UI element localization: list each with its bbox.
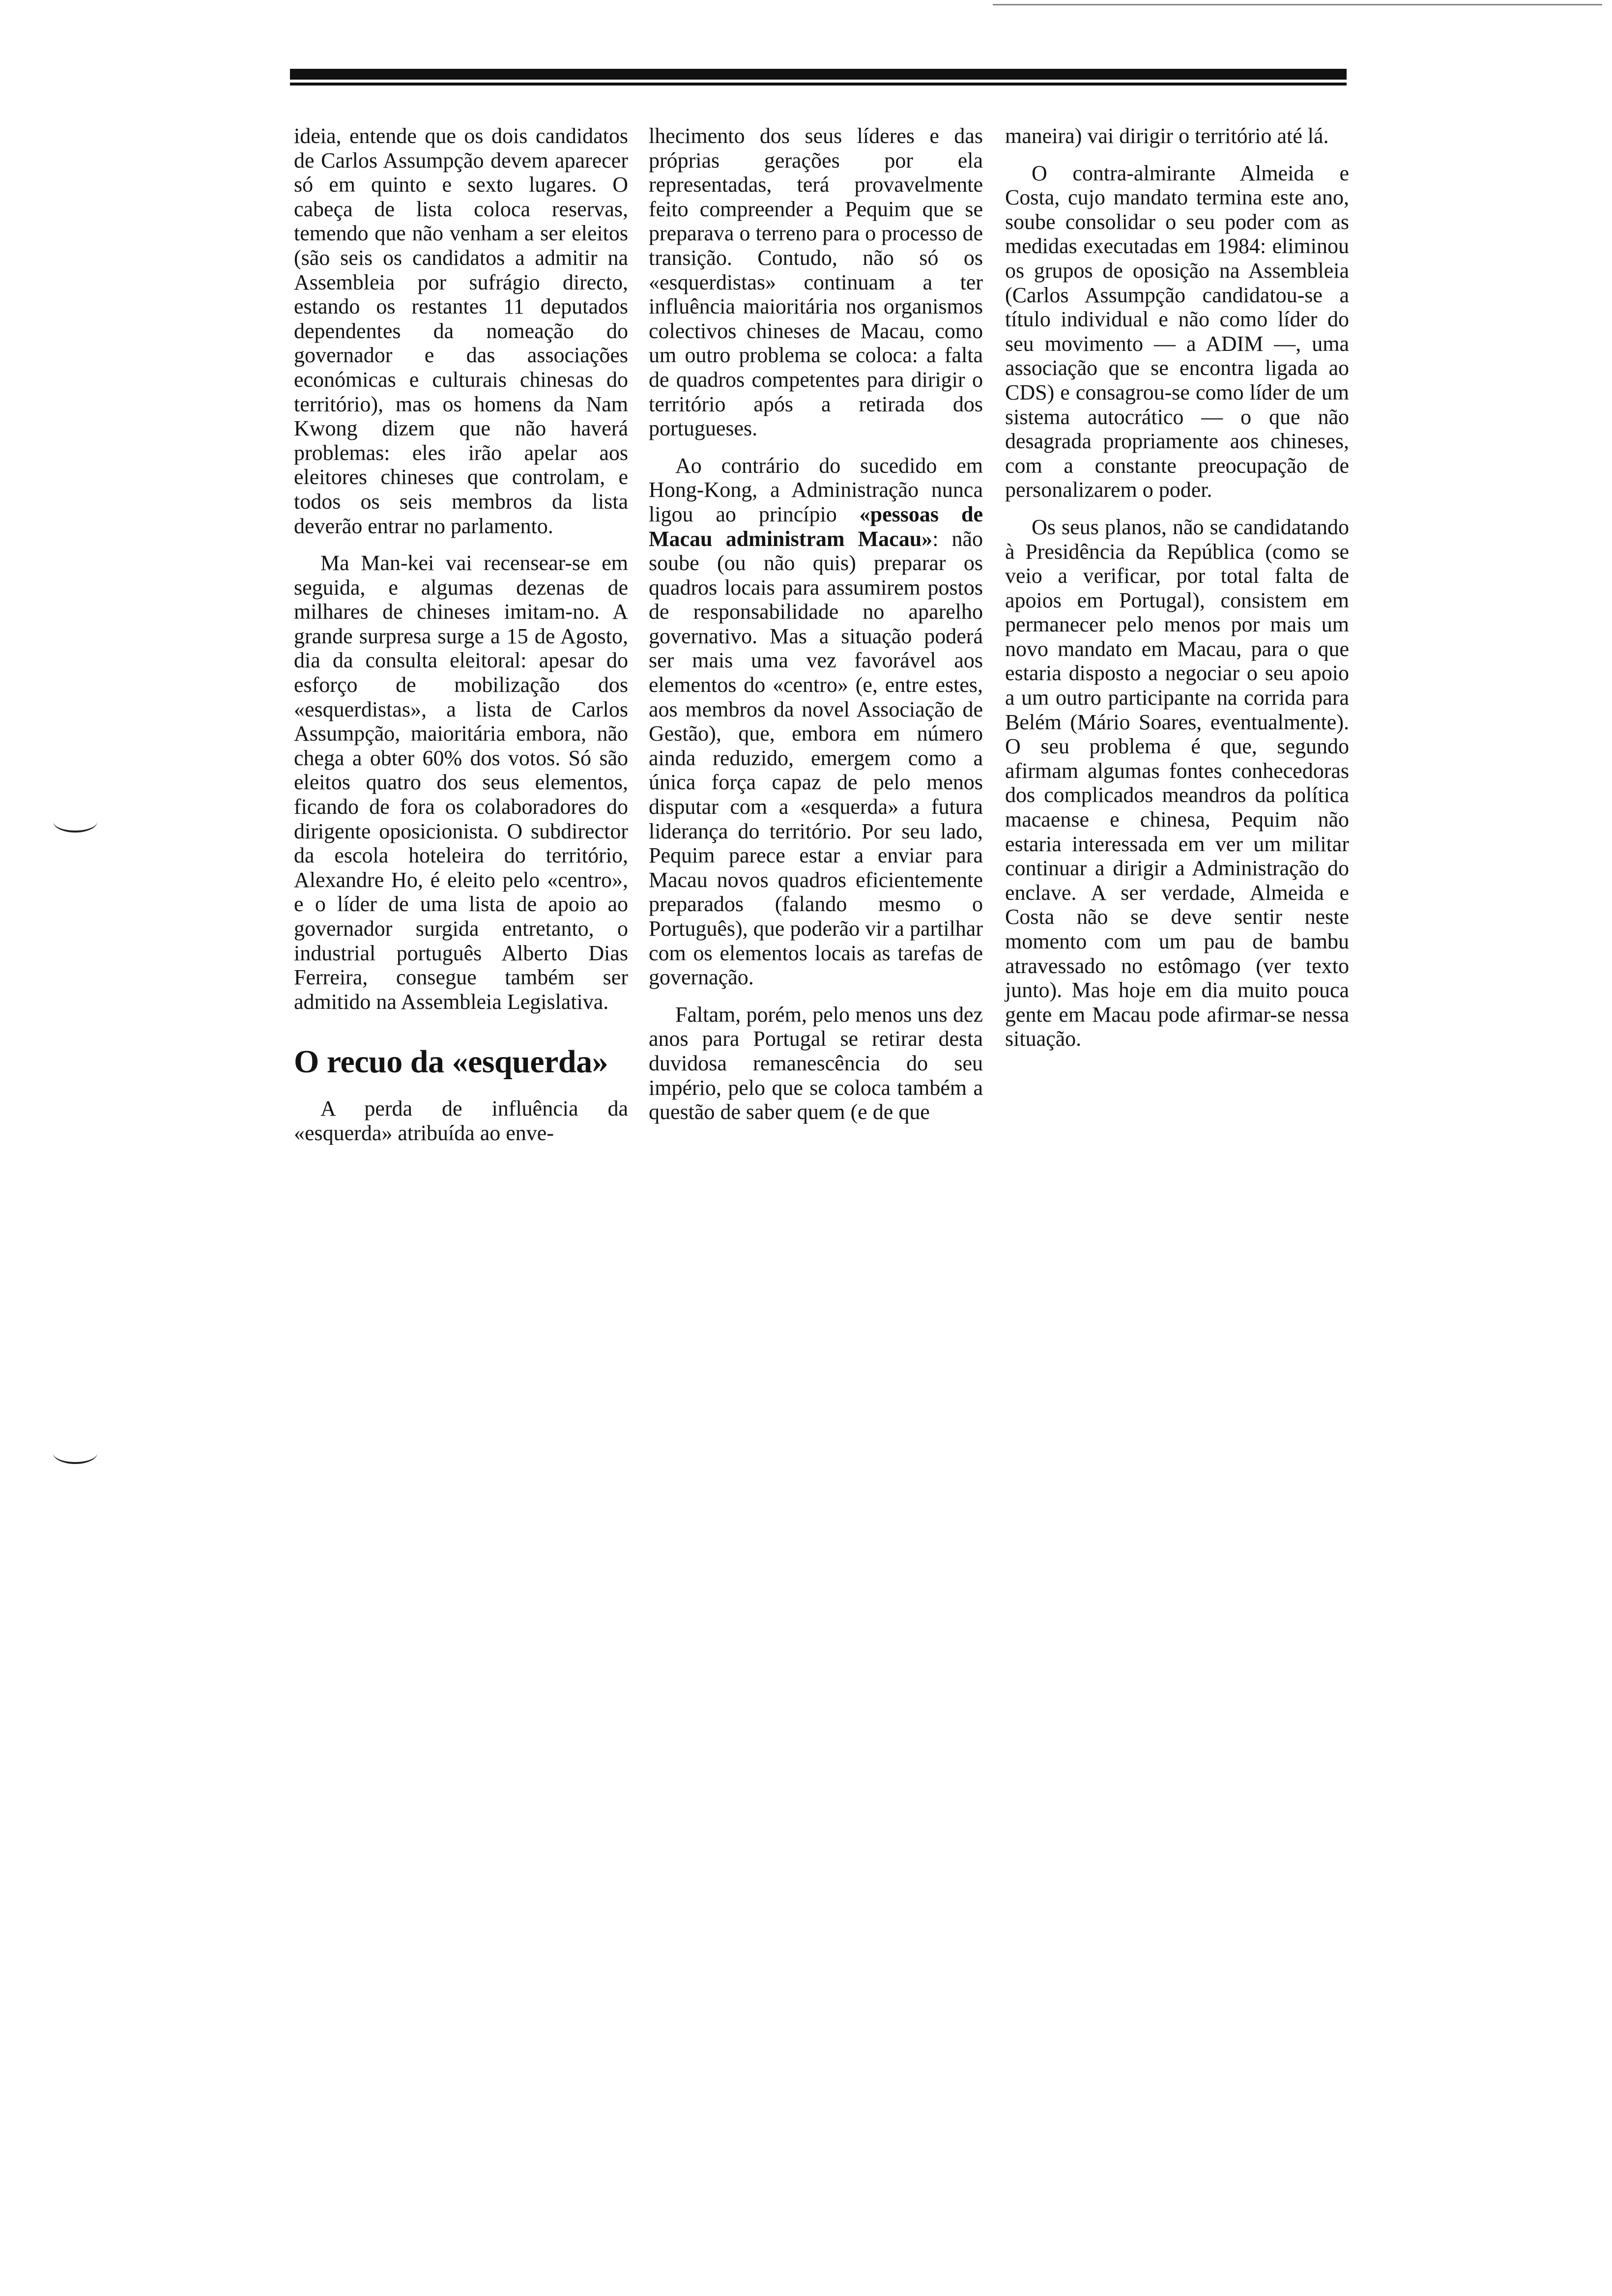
paragraph: Faltam, porém, pelo menos uns dez anos para Portugal se retirar desta duvidosa remanescência do seu império, pelo que se coloca também a questão de saber quem (e de que <box>649 1002 983 1124</box>
header-rule <box>290 69 1347 80</box>
paragraph: ideia, entende que os dois candidatos de Carlos Assumpção devem aparecer só em quinto e sexto lugares. O cabeça de lista coloca reservas, temendo que não venham a ser eleitos (são seis os candidatos a admitir na Assembleia por sufrágio directo, estando os restantes 11 deputados dependentes da nomeação do governador e das associações económicas e culturais chinesas do território), mas os homens da Nam Kwong dizem que não haverá problemas: eles irão apelar aos eleitores chineses que controlam, e todos os seis membros da lista deverão entrar no parlamento. <box>294 124 628 538</box>
section-subheading: O recuo da «esquerda» <box>294 1044 608 1080</box>
article-column-1 <box>294 124 628 1146</box>
punch-hole-mark <box>53 811 97 832</box>
paragraph: maneira) vai dirigir o território até lá. <box>1005 124 1329 148</box>
paragraph: A perda de influência da «esquerda» atribuída ao enve- <box>294 1096 628 1145</box>
text-run: Ao contrário do sucedido em Hong-Kong, a Administração nunca ligou ao princípio <box>649 453 983 526</box>
article-column-3 <box>1005 124 1349 1051</box>
paragraph: Ma Man-kei vai recensear-se em seguida, e algumas dezenas de milhares de chineses imitam-no. A grande surpresa surge a 15 de Agosto, dia da consulta eleitoral: apesar do esforço de mobilização dos «esquerdistas», a lista de Carlos Assumpção, maioritária embora, não chega a obter 60% dos votos. Só são eleitos quatro dos seus elementos, ficando de fora os colaboradores do dirigente oposicionista. O subdirector da escola hoteleira do território, Alexandre Ho, é eleito pelo «centro», e o líder de uma lista de apoio ao governador surgida entretanto, o industrial português Alberto Dias Ferreira, consegue também ser admitido na Assembleia Legislativa. <box>294 551 628 1014</box>
paragraph: O contra-almirante Almeida e Costa, cujo mandato termina este ano, soube consolidar o seu poder com as medidas executadas em 1984: eliminou os grupos de oposição na Assembleia (Carlos Assumpção candidatou-se a título individual e não como líder do seu movimento — a ADIM —, uma associação que se encontra ligada ao CDS) e consagrou-se como líder de um sistema autocrático — o que não desagrada propriamente aos chineses, com a constante preocupação de personalizarem o poder. <box>1005 161 1349 502</box>
text-run: : não soube (ou não quis) preparar os quadros locais para assumirem postos de responsabilidade no aparelho governativo. Mas a situação poderá ser mais uma vez favorável aos elementos do «centro» (e, entre estes, aos membros da novel Associação de Gestão), que, embora em número ainda reduzido, emergem como a única força capaz de pelo menos disputar com a «esquerda» a futura liderança do território. Por seu lado, Pequim parece estar a enviar para Macau novos quadros eficientemente preparados (falando mesmo o Português), que poderão vir a partilhar com os elementos locais as tarefas de governação. <box>649 526 983 990</box>
article-column-2 <box>649 124 983 1124</box>
quoted-principle: «pessoas de Macau administram Macau» <box>649 502 983 551</box>
paragraph <box>649 454 983 990</box>
top-edge-line <box>993 4 1602 5</box>
paragraph: Os seus planos, não se candidatando à Presidência da República (como se veio a verificar, por total falta de apoios em Portugal), consistem em permanecer pelo menos por mais um novo mandato em Macau, para o que estaria disposto a negociar o seu apoio a um outro participante na corrida para Belém (Mário Soares, eventualmente). O seu problema é que, segundo afirmam algumas fontes conhecedoras dos complicados meandros da política macaense e chinesa, Pequim não estaria interessada em ver um militar continuar a dirigir a Administração do enclave. A ser verdade, Almeida e Costa não se deve sentir neste momento com um pau de bambu atravessado no estômago (ver texto junto). Mas hoje em dia muito pouca gente em Macau pode afirmar-se nessa situação. <box>1005 515 1349 1051</box>
punch-hole-mark <box>53 1442 97 1464</box>
paragraph: lhecimento dos seus líderes e das próprias gerações por ela representadas, terá provavelmente feito compreender a Pequim que se preparava o terreno para o processo de transição. Contudo, não só os «esquerdistas» continuam a ter influência maioritária nos organismos colectivos chineses de Macau, como um outro problema se coloca: a falta de quadros competentes para dirigir o território após a retirada dos portugueses. <box>649 124 983 441</box>
